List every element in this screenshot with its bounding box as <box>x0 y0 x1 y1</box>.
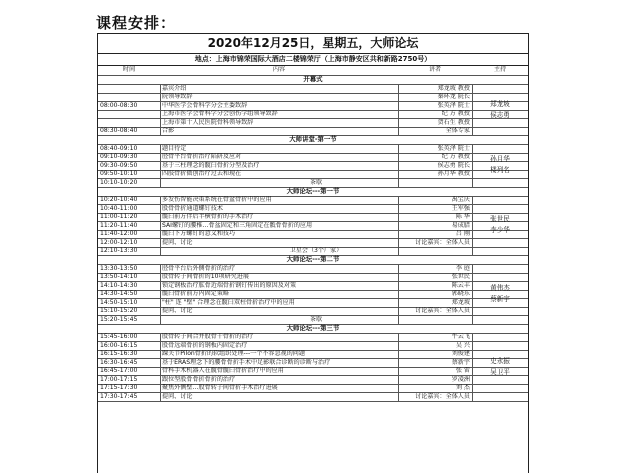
column-divider <box>398 264 399 324</box>
chair-name: 孙月华 <box>490 155 510 164</box>
section-title: 大师论坛---第二节 <box>286 255 340 263</box>
chair-name: 楼列名 <box>490 166 510 175</box>
schedule-table <box>97 33 529 473</box>
date-title: 2020年12月25日，星期五，大师论坛 <box>98 34 528 54</box>
session-topic: 胫骨平台骨折治疗陷阱及应对 <box>162 153 242 160</box>
session-speaker: 罗凌洲 <box>451 375 470 383</box>
session-speaker: 张英泽 院士 <box>437 144 470 152</box>
session-speaker: 纪 方 教授 <box>441 153 470 160</box>
session-time: 14:30-14:50 <box>100 290 138 297</box>
section-title: 大师讲堂-第一节 <box>289 135 337 143</box>
session-topic: 提问、讨论 <box>162 238 193 246</box>
chair-name: 张世民 <box>490 215 510 224</box>
break-label: 茶歇 <box>309 315 323 323</box>
column-header-content: 内容 <box>272 66 286 73</box>
session-speaker: 刘 杰 <box>455 384 470 391</box>
session-topic: 髋臼前方伴后半横骨折的手术治疗 <box>162 213 254 220</box>
session-chairs <box>472 356 528 378</box>
session-time: 14:50-15:10 <box>100 298 138 306</box>
session-topic: 多发伤智能决策系统在骨盆骨折中的应用 <box>162 196 272 203</box>
session-speaker: 讨论嘉宾：全体人员 <box>415 238 470 246</box>
session-topic: 提问、讨论 <box>162 307 193 314</box>
session-topic: 嘉宾介绍 <box>162 84 187 92</box>
session-time: 14:10-14:30 <box>100 281 138 289</box>
column-divider <box>398 333 399 401</box>
column-divider <box>160 196 161 256</box>
session-time: 13:30-13:50 <box>100 264 138 272</box>
session-time: 16:15-16:30 <box>100 350 138 357</box>
session-speaker: 吴 兴 <box>455 341 470 349</box>
session-time: 15:10-15:20 <box>100 307 138 314</box>
session-speaker: 贺石生 教授 <box>437 118 470 126</box>
session-speaker: 吕 刚 <box>455 230 470 237</box>
session-time: 08:40-09:10 <box>100 144 138 152</box>
session-time: 15:45-16:00 <box>100 333 138 340</box>
column-header-time: 时间 <box>122 66 136 73</box>
session-time: 08:00-08:30 <box>100 101 138 109</box>
session-topic: 基于三柱理念的髋臼骨折分型及治疗 <box>162 161 260 169</box>
session-time: 09:10-09:30 <box>100 153 138 160</box>
column-divider <box>160 333 161 401</box>
session-speaker: 郑龙坡 教授 <box>437 84 470 92</box>
session-time: 17:15-17:30 <box>100 384 138 391</box>
session-speaker: 张世民 <box>451 273 470 280</box>
session-topic: 上海市医学会骨科学分会创伤学组领导致辞 <box>162 110 278 117</box>
session-time: 16:45-17:00 <box>100 367 138 374</box>
session-speaker: 张 雷 <box>455 367 470 374</box>
session-time: 08:30-08:40 <box>100 127 138 134</box>
session-time: 11:20-11:40 <box>100 221 138 229</box>
session-speaker: 讨论嘉宾：全体人员 <box>415 392 470 400</box>
session-speaker: 全体专家 <box>445 127 470 134</box>
session-speaker: 禹宝庆 <box>451 196 470 203</box>
row-divider <box>98 401 528 402</box>
session-chairs <box>472 283 528 305</box>
session-topic: 中华医学会骨科学分会主委致辞 <box>162 101 248 109</box>
page-heading: 课程安排： <box>96 14 177 32</box>
session-time: 12:10-13:30 <box>100 247 138 254</box>
session-time: 09:50-10:10 <box>100 170 138 177</box>
session-speaker: 郭晓东 <box>451 290 470 297</box>
session-chairs <box>472 99 528 121</box>
break-label: 卫星会（3个厂家） <box>289 247 343 254</box>
session-speaker: 王军强 <box>451 204 470 212</box>
session-speaker: 蔡新宇 <box>451 358 470 366</box>
session-topic: 基于ERAS理念下的腰骨骨折手术中足影联合诊断的诊断与治疗 <box>162 358 331 366</box>
session-speaker: 郑龙坡 <box>451 298 470 306</box>
session-topic: 题目待定 <box>162 144 187 152</box>
session-time: 11:00-11:20 <box>100 213 138 220</box>
session-speaker: 孙月华 教授 <box>437 170 470 177</box>
column-divider <box>398 144 399 187</box>
session-topic: 髋臼骨折前方内固定策略 <box>162 290 230 297</box>
chair-name: 侯志勇 <box>490 110 510 119</box>
section-title: 大师论坛---第一节 <box>286 186 340 195</box>
session-time: 12:00-12:10 <box>100 238 138 246</box>
session-speaker: 纪 方 教授 <box>441 110 470 117</box>
session-time: 13:50-14:10 <box>100 273 138 280</box>
chair-name: 郑龙坡 <box>490 99 510 108</box>
session-speaker: 张英泽 院士 <box>437 101 470 109</box>
chair-name: 史永振 <box>490 356 510 365</box>
column-divider <box>398 84 399 135</box>
session-chairs <box>472 214 528 236</box>
column-divider <box>160 84 161 135</box>
session-topic: 提问、讨论 <box>162 392 193 400</box>
session-time: 16:30-16:45 <box>100 358 138 366</box>
session-speaker: 刘俊建 <box>451 350 470 357</box>
session-time: 10:10-10:20 <box>100 178 138 186</box>
column-divider <box>160 264 161 324</box>
chair-name: 蔡新宇 <box>490 294 510 303</box>
section-title: 大师论坛---第三节 <box>286 323 340 332</box>
session-speaker: 陈 华 <box>455 213 470 220</box>
session-speaker: 李 庭 <box>455 264 470 272</box>
session-speaker: 易成腊 <box>451 221 470 229</box>
session-topic: 院领导致辞 <box>162 93 193 100</box>
column-divider <box>398 196 399 256</box>
session-topic: 上海市第十人民医院骨科领导致辞 <box>162 118 254 126</box>
session-speaker: 牛云飞 <box>451 333 470 340</box>
session-time: 10:20-10:40 <box>100 196 138 203</box>
session-topic: 股骨骨折通道螺钉技术 <box>162 204 223 212</box>
session-topic: 髋臼下方螺钉的意义和技巧 <box>162 230 236 237</box>
session-topic: 骨科手术机器人在髋骨髋臼骨折治疗中的应用 <box>162 367 284 374</box>
column-header-chair: 主持 <box>493 66 507 73</box>
break-label: 茶歇 <box>309 178 323 186</box>
session-chairs <box>472 154 528 176</box>
section-title: 开幕式 <box>303 75 323 83</box>
chair-name: 吴卫平 <box>490 367 510 376</box>
session-topic: 股骨转子间骨折的10项研究进展 <box>162 273 249 280</box>
venue: 地点：上海市锦荣国际大酒店二楼锦荣厅（上海市静安区共和新路2750号） <box>98 54 528 66</box>
session-time: 17:00-17:15 <box>100 375 138 383</box>
session-speaker: 秦环龙 院长 <box>437 93 470 100</box>
session-speaker: 陈云丰 <box>451 281 470 289</box>
session-topic: 胫骨平台后外侧骨折的治疗 <box>162 264 236 272</box>
chair-name: 李少华 <box>490 226 510 235</box>
session-time: 10:40-11:00 <box>100 204 138 212</box>
session-topic: SAI螺钉的腰椎…骨盆固定和三角固定在骶骨骨折的应用 <box>162 221 313 229</box>
session-speaker: 侯志勇 院长 <box>437 161 470 169</box>
session-topic: 股骨远端骨折的钢板内固定治疗 <box>162 341 248 349</box>
session-topic: 跟位型股骨骨折骨折的治疗 <box>162 375 236 383</box>
session-topic: 踝关节Pilon骨折的软组织处理---一个不容忽视的问题 <box>162 350 305 357</box>
session-topic: 四肢骨折微创治疗过去和现在 <box>162 170 242 177</box>
session-topic: 合影 <box>162 127 175 134</box>
session-speaker: 讨论嘉宾：全体人员 <box>415 307 470 314</box>
chair-name: 黄伟杰 <box>490 283 510 292</box>
column-divider <box>160 144 161 187</box>
session-topic: 股骨转子间合并股骨干骨折的治疗 <box>162 333 254 340</box>
session-time: 15:20-15:45 <box>100 315 138 323</box>
session-time: 17:30-17:45 <box>100 392 138 400</box>
session-time: 11:40-12:00 <box>100 230 138 237</box>
session-topic: 锁定钢板治疗肱骨近端骨折钢钉传出的原因及对策 <box>162 281 297 289</box>
session-topic: 聚焦外侧壁…股骨转子间骨折手术治疗进展 <box>162 384 278 391</box>
session-time: 16:00-16:15 <box>100 341 138 349</box>
column-header-speaker: 讲者 <box>428 66 442 73</box>
session-time: 09:30-09:50 <box>100 161 138 169</box>
session-topic: "柱" 连 "壁" 合理念在髋臼双柱骨折治疗中的应用 <box>162 298 295 306</box>
